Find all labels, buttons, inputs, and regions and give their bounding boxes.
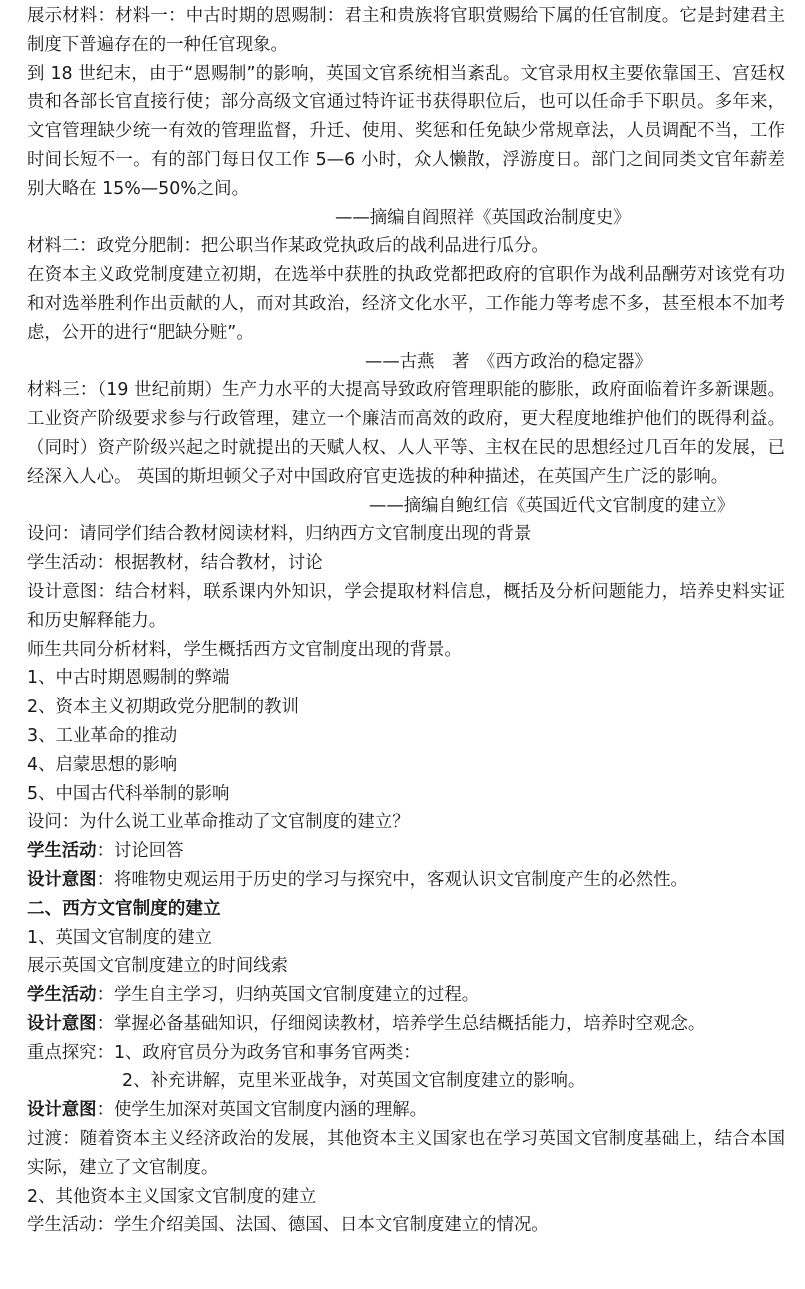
activity-text: ：学生自主学习，归纳英国文官制度建立的过程。: [96, 985, 480, 1006]
background-item-4: 4、启蒙思想的影响: [27, 754, 178, 775]
activity-text: ：讨论回答: [96, 841, 184, 862]
question-1: 设问：请同学们结合教材阅读材料，归纳西方文官制度出现的背景: [27, 524, 532, 545]
design-intent-1: 设计意图：结合材料，联系课内外知识，学会提取材料信息，概括及分析问题能力，培养史料实证和历史解释能力。: [27, 581, 785, 631]
question-2: 设问：为什么说工业革命推动了文官制度的建立？: [27, 812, 410, 833]
subsection-1-line: 展示英国文官制度建立的时间线索: [27, 956, 288, 977]
intent-text: ：掌握必备基础知识，仔细阅读教材，培养学生总结概括能力，培养时空观念。: [96, 1013, 706, 1034]
activity-label: 学生活动: [27, 841, 97, 862]
subsection-2-title: 2、其他资本主义国家文官制度的建立: [27, 1186, 317, 1207]
design-intent-3: [27, 1010, 785, 1039]
material-2-body: 在资本主义政党制度建立初期，在选举中获胜的执政党都把政府的官职作为战利品酬劳对该党有功和对选举胜利作出贡献的人，而对其政治，经济文化水平，工作能力等考虑不多，甚至根本不加考虑，公开的进行“肥缺分赃”。: [27, 265, 785, 343]
background-item-2: 2、资本主义初期政党分肥制的教训: [27, 697, 299, 718]
student-activity-1: 学生活动：根据教材，结合教材，讨论: [27, 553, 323, 574]
activity-label: 学生活动: [27, 985, 97, 1006]
design-intent-2: [27, 866, 785, 895]
section-2-title: 二、西方文官制度的建立: [27, 898, 221, 919]
material-1-source: ——摘编自阎照祥《英国政治制度史》: [335, 207, 631, 228]
material-2-intro: 材料二：政党分肥制：把公职当作某政党执政后的战利品进行瓜分。: [27, 236, 549, 257]
student-activity-4: 学生活动：学生介绍美国、法国、德国、日本文官制度建立的情况。: [27, 1215, 549, 1236]
design-intent-4: [27, 1096, 785, 1125]
background-item-3: 3、工业革命的推动: [27, 725, 178, 746]
intent-label: 设计意图: [27, 1100, 97, 1121]
intent-text: ：将唯物史观运用于历史的学习与探究中，客观认识文官制度产生的必然性。: [96, 869, 688, 890]
intent-label: 设计意图: [27, 1013, 97, 1034]
background-item-5: 5、中国古代科举制的影响: [27, 783, 230, 804]
summary-line: 师生共同分析材料，学生概括西方文官制度出现的背景。: [27, 639, 462, 660]
material-1-intro: 展示材料：材料一：中古时期的恩赐制：君主和贵族将官职赏赐给下属的任官制度。它是封建君主制度下普遍存在的一种任官现象。: [27, 6, 785, 55]
subsection-1-title: 1、英国文官制度的建立: [27, 927, 212, 948]
transition-paragraph: 过渡：随着资本主义经济政治的发展，其他资本主义国家也在学习英国文官制度基础上，结合本国实际，建立了文官制度。: [27, 1129, 785, 1178]
material-3-body: 材料三：（19 世纪前期）生产力水平的大提高导致政府管理职能的膨胀，政府面临着许多新课题。工业资产阶级要求参与行政管理，建立一个廉洁而高效的政府，更大程度地维护他们的既得利益。（同时）资产阶级兴起之时就提出的天赋人权、人人平等、主权在民的思想经过几百年的发展，已经深入人心。 英国的斯坦顿父子对中国政府官吏选拔的种种描述，在英国产生广泛的影响。: [27, 380, 785, 487]
background-item-1: 1、中古时期恩赐制的弊端: [27, 668, 230, 689]
student-activity-3: [27, 981, 785, 1010]
intent-label: 设计意图: [27, 869, 97, 890]
student-activity-2: [27, 837, 785, 866]
material-3-source: ——摘编自鲍红信《英国近代文官制度的建立》: [369, 495, 735, 516]
focus-item-2: 2、补充讲解，克里米亚战争，对英国文官制度建立的影响。: [122, 1071, 586, 1092]
intent-text: ：使学生加深对英国文官制度内涵的理解。: [96, 1100, 428, 1121]
focus-item-1: 重点探究：1、政府官员分为政务官和事务官两类：: [27, 1042, 421, 1063]
material-2-source: ——古燕 著 《西方政治的稳定器》: [365, 351, 652, 372]
material-1-body: 到 18 世纪末，由于“恩赐制”的影响，英国文官系统相当紊乱。文官录用权主要依靠国王、宫廷权贵和各部长官直接行使；部分高级文官通过特许证书获得职位后，也可以任命手下职员。多年来，文官管理缺少统一有效的管理监督，升迁、使用、奖惩和任免缺少常规章法，人员调配不当，工作时间长短不一。有的部门每日仅工作 5—6 小时，众人懒散，浮游度日。部门之间同类文官年薪差别大略在 15%—50%之间。: [27, 63, 785, 199]
